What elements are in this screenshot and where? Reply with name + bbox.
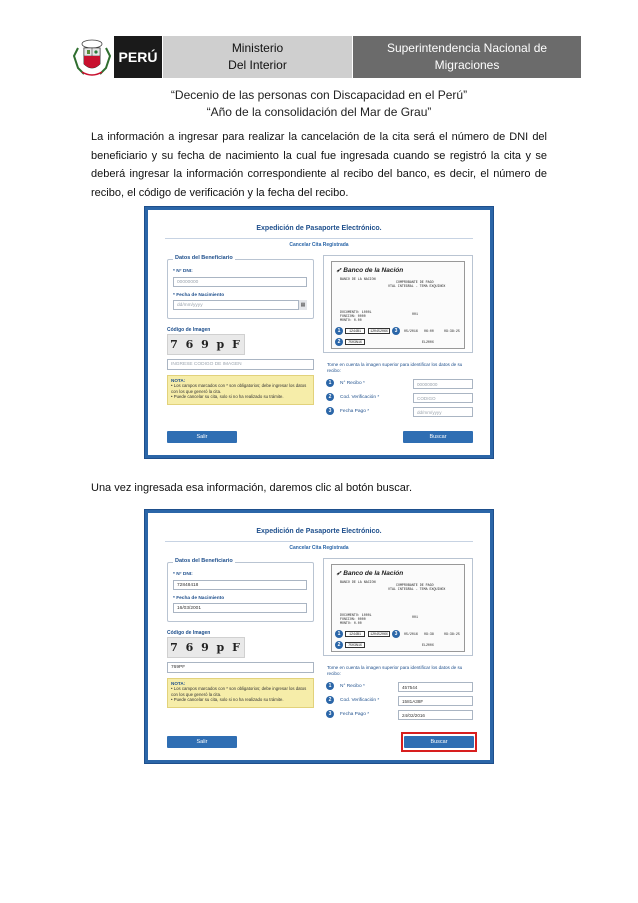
nota-title: NOTA: bbox=[171, 378, 186, 383]
captcha-input[interactable]: INGRESE CODIGO DE IMAGEN bbox=[167, 359, 314, 370]
captcha-image: 7 6 9 p F bbox=[167, 334, 245, 355]
birth-input[interactable]: 16/03/2001 bbox=[173, 603, 307, 613]
verif-label: Cod. Verificación * bbox=[340, 698, 380, 703]
step-3-icon: 3 bbox=[326, 710, 334, 718]
step-2-icon: 2 bbox=[326, 393, 334, 401]
recibo-input[interactable]: 457544 bbox=[398, 682, 473, 692]
agency-line2: Migraciones bbox=[434, 58, 500, 72]
receipt-image: ➶ Banco de la Nación BANCO DE LA NACION COMPROBANTE DE PAGO VTAL INTEGRAL - TEMA EXQUINOX DOCUMENTO: 1000L FUNCION: 0000 MONTO: 0.00 001 1 1244B1 12045206X 3 05/2016 09:38 09:38:25 2 7503N1X EL200X bbox=[331, 564, 465, 652]
ministry-block bbox=[162, 36, 352, 78]
receipt-panel bbox=[323, 558, 473, 656]
nota-title: NOTA: bbox=[171, 681, 186, 686]
peru-label: PERÚ bbox=[114, 36, 162, 78]
form-screenshot-empty bbox=[144, 206, 494, 459]
receipt-help-text: Tome en cuenta la imagen superior para identificar los datos de su recibo: bbox=[327, 362, 463, 373]
step-2-icon: 2 bbox=[335, 641, 343, 649]
captcha-label: Código de Imagen bbox=[167, 630, 211, 636]
receipt-image: ➶ Banco de la Nación BANCO DE LA NACION COMPROBANTE DE PAGO VTAL INTEGRAL - TEMA EXQUINOX DOCUMENTO: 1000L FUNCION: 0000 MONTO: 0.00 001 1 1244B1 12045206X 3 05/2016 06:00 09:38:25 2 7503N1X EL200X bbox=[331, 261, 465, 349]
birth-label: * Fecha de Nacimiento bbox=[173, 596, 225, 601]
captcha-image: 7 6 9 p F bbox=[167, 637, 245, 658]
coat-of-arms-icon bbox=[70, 36, 114, 78]
nota-box: NOTA: • Los campos marcados con * son obligatorios; debe ingresar los datos con los que generó la cita. • Puede cancelar su cita, solo si no ha realizado su trámite. bbox=[167, 678, 314, 708]
form-subtitle: Cancelar Cita Registrada bbox=[289, 242, 349, 248]
nota-item1: Los campos marcados con * son obligatorios; debe ingresar los datos con los que generó la cita. bbox=[171, 686, 307, 697]
form-subtitle: Cancelar Cita Registrada bbox=[289, 545, 349, 551]
captcha-input[interactable]: 769PF bbox=[167, 662, 314, 673]
recibo-label: N° Recibo * bbox=[340, 381, 365, 386]
fecha-label: Fecha Pago * bbox=[340, 712, 370, 717]
dni-input[interactable]: 00000000 bbox=[173, 277, 307, 287]
dni-input[interactable]: 72848418 bbox=[173, 580, 307, 590]
click-instruction: Una vez ingresada esa información, daremos clic al botón buscar. bbox=[91, 482, 413, 494]
decenio-line1: “Decenio de las personas con Discapacidad en el Perú” bbox=[170, 88, 468, 102]
form-title: Expedición de Pasaporte Electrónico. bbox=[256, 225, 382, 232]
ministry-line2: Del Interior bbox=[228, 58, 287, 72]
step-1-icon: 1 bbox=[335, 327, 343, 335]
beneficiary-legend: Datos del Beneficiario bbox=[175, 558, 233, 564]
step-2-icon: 2 bbox=[335, 338, 343, 346]
ministry-line1: Ministerio bbox=[231, 41, 284, 55]
step-3-icon: 3 bbox=[326, 407, 334, 415]
agency-line1: Superintendencia Nacional de bbox=[386, 41, 548, 55]
nota-item1: Los campos marcados con * son obligatorios; debe ingresar los datos con los que generó la cita. bbox=[171, 383, 307, 394]
agency-block bbox=[352, 36, 581, 78]
step-3-icon: 3 bbox=[392, 630, 400, 638]
recibo-label: N° Recibo * bbox=[340, 684, 365, 689]
beneficiary-legend: Datos del Beneficiario bbox=[175, 255, 233, 261]
fecha-input[interactable]: dd/mm/yyyy bbox=[413, 407, 473, 417]
salir-button[interactable]: Salir bbox=[167, 431, 237, 443]
beneficiary-fieldset bbox=[167, 562, 314, 622]
step-1-icon: 1 bbox=[335, 630, 343, 638]
verif-input[interactable]: 1581A38F bbox=[398, 696, 473, 706]
captcha-label: Código de Imagen bbox=[167, 327, 211, 333]
dni-label: * N° DNI: bbox=[173, 572, 193, 577]
nota-item2: Puede cancelar su cita, solo si no ha realizado su trámite. bbox=[173, 394, 284, 400]
buscar-button[interactable]: Buscar bbox=[404, 736, 474, 748]
receipt-help-text: Tome en cuenta la imagen superior para identificar los datos de su recibo: bbox=[327, 665, 463, 676]
government-header bbox=[70, 36, 581, 78]
calendar-icon[interactable]: ▦ bbox=[298, 300, 307, 310]
beneficiary-fieldset bbox=[167, 259, 314, 319]
fecha-input[interactable]: 24/02/2016 bbox=[398, 710, 473, 720]
birth-input[interactable]: dd/mm/yyyy bbox=[173, 300, 307, 310]
verif-input[interactable]: CODIGO bbox=[413, 393, 473, 403]
step-3-icon: 3 bbox=[392, 327, 400, 335]
recibo-input[interactable]: 00000000 bbox=[413, 379, 473, 389]
buscar-button[interactable]: Buscar bbox=[403, 431, 473, 443]
receipt-panel bbox=[323, 255, 473, 353]
step-2-icon: 2 bbox=[326, 696, 334, 704]
birth-label: * Fecha de Nacimiento bbox=[173, 293, 225, 298]
step-1-icon: 1 bbox=[326, 682, 334, 690]
step-1-icon: 1 bbox=[326, 379, 334, 387]
form-screenshot-filled bbox=[144, 509, 494, 764]
decenio-line2: “Año de la consolidación del Mar de Grau” bbox=[206, 105, 432, 119]
verif-label: Cod. Verificación * bbox=[340, 395, 380, 400]
salir-button[interactable]: Salir bbox=[167, 736, 237, 748]
nota-box: NOTA: • Los campos marcados con * son obligatorios; debe ingresar los datos con los que generó la cita. • Puede cancelar su cita, solo si no ha realizado su trámite. bbox=[167, 375, 314, 405]
fecha-label: Fecha Pago * bbox=[340, 409, 370, 414]
form-title: Expedición de Pasaporte Electrónico. bbox=[256, 528, 382, 535]
bank-logo: ➶ Banco de la Nación bbox=[336, 570, 404, 577]
instructions-paragraph: La información a ingresar para realizar la cancelación de la cita será el número de DNI del beneficiario y su fecha de nacimiento la cual fue ingresada cuando se registró la cita y se deberá ingresar la información correspondiente al recibo del banco, es decir, el número de recibo, el código de verificación y la fecha del recibo. bbox=[91, 131, 547, 199]
bank-logo: ➶ Banco de la Nación bbox=[336, 267, 404, 274]
nota-item2: Puede cancelar su cita, solo si no ha realizado su trámite. bbox=[173, 697, 284, 703]
dni-label: * N° DNI: bbox=[173, 269, 193, 274]
